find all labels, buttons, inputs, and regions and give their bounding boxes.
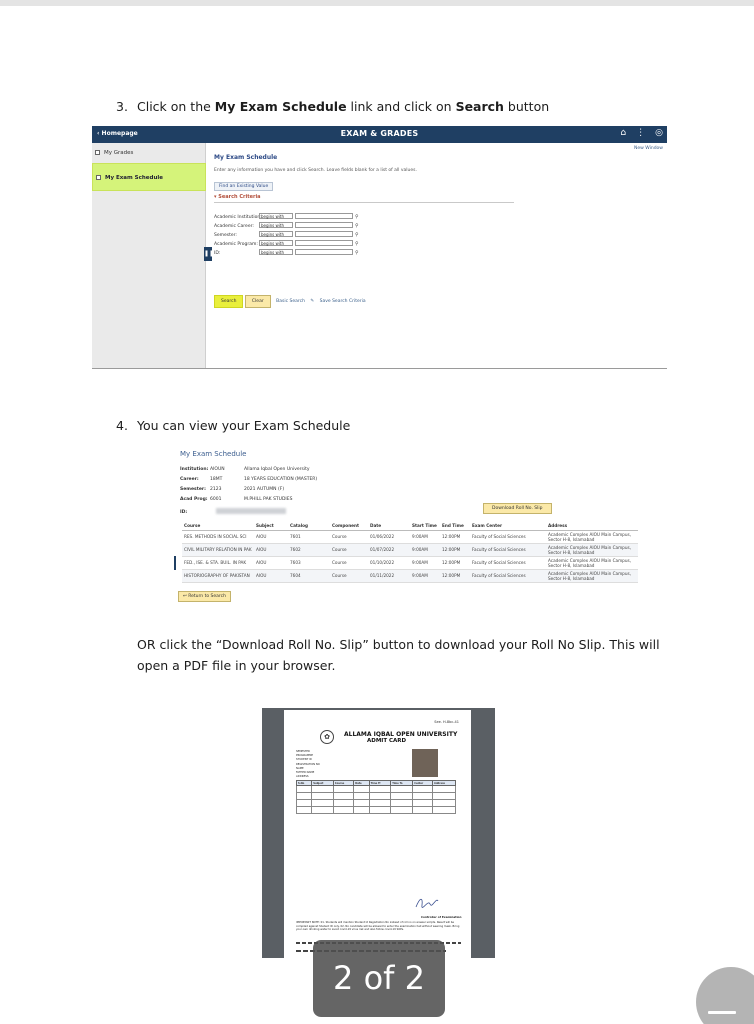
cell-catalog: 7602 bbox=[288, 543, 330, 556]
cell-start-time: 9:00AM bbox=[410, 530, 440, 543]
top-strip bbox=[0, 0, 754, 6]
exam-grades-screenshot bbox=[92, 126, 667, 369]
info-code: AIOUN bbox=[210, 467, 225, 472]
cell-date: 01/07/2022 bbox=[368, 543, 410, 556]
column-header: S.No bbox=[297, 781, 312, 786]
criteria-label: Academic Program: bbox=[214, 241, 258, 247]
step-number: 3. bbox=[116, 99, 128, 114]
admit-card-page bbox=[284, 710, 471, 958]
return-label: Return to Search bbox=[188, 594, 226, 599]
cell-subject: AIOU bbox=[254, 556, 288, 569]
cell-address: Academic Complex AIOU Main Campus, Sector H-8, Islamabad bbox=[546, 543, 638, 556]
info-acad-prog bbox=[180, 497, 292, 502]
page-icon bbox=[96, 175, 101, 180]
cell-component: Course bbox=[330, 530, 368, 543]
criteria-row-career bbox=[214, 222, 359, 229]
cell-subject: AIOU bbox=[254, 530, 288, 543]
column-header: Address bbox=[546, 522, 638, 530]
cell-date: 01/06/2022 bbox=[368, 530, 410, 543]
search-buttons bbox=[214, 295, 366, 308]
cell-date: 01/11/2022 bbox=[368, 569, 410, 582]
pause-icon[interactable]: ❚❚ bbox=[204, 247, 212, 261]
magnifier-icon[interactable]: ⚲ bbox=[355, 249, 359, 256]
cell-address: Academic Complex AIOU Main Campus, Sector H-8, Islamabad bbox=[546, 530, 638, 543]
admit-card-table bbox=[296, 780, 456, 814]
sidebar-item-my-grades[interactable] bbox=[92, 146, 206, 160]
search-button[interactable]: Search bbox=[214, 295, 243, 308]
info-key: Institution: bbox=[180, 467, 209, 472]
info-key: ID: bbox=[180, 509, 188, 515]
info-code: 18MT bbox=[210, 477, 223, 482]
step-text: button bbox=[503, 99, 550, 114]
criteria-label: Semester: bbox=[214, 232, 237, 238]
column-header: Course bbox=[182, 522, 254, 530]
cell-component: Course bbox=[330, 569, 368, 582]
cell-course: CIVIL MILITARY RELATION IN PAK bbox=[182, 543, 254, 556]
save-search-criteria-link[interactable]: Save Search Criteria bbox=[319, 299, 366, 304]
sidebar-item-label: My Grades bbox=[104, 150, 134, 156]
clear-button[interactable]: Clear bbox=[245, 295, 271, 308]
cell-catalog: 7604 bbox=[288, 569, 330, 582]
column-header: Catalog bbox=[288, 522, 330, 530]
sidebar bbox=[92, 143, 206, 369]
homepage-link[interactable]: ‹ Homepage bbox=[97, 130, 138, 137]
criteria-input[interactable] bbox=[295, 240, 353, 246]
save-icon[interactable]: ✎ bbox=[310, 299, 315, 304]
cell-course: RES. METHODS IN SOCIAL SCI bbox=[182, 530, 254, 543]
criteria-label: Academic Career: bbox=[214, 223, 254, 229]
signature bbox=[414, 895, 440, 911]
exam-schedule-table bbox=[182, 522, 638, 583]
info-key: Acad Prog: bbox=[180, 497, 208, 502]
criteria-input[interactable] bbox=[295, 231, 353, 237]
magnifier-icon[interactable]: ⚲ bbox=[355, 240, 359, 247]
cell-end-time: 12:00PM bbox=[440, 530, 470, 543]
search-description: Enter any information you have and click Search. Leave fields blank for a list of all values. bbox=[214, 168, 417, 173]
sidebar-item-label: My Exam Schedule bbox=[105, 175, 163, 181]
download-roll-no-slip-button[interactable]: Download Roll No. Slip bbox=[483, 503, 552, 514]
criteria-row-semester bbox=[214, 231, 359, 238]
return-to-search-button[interactable] bbox=[178, 591, 231, 602]
cell-subject: AIOU bbox=[254, 569, 288, 582]
compass-icon[interactable]: ◎ bbox=[655, 128, 663, 138]
operator-select[interactable]: begins with bbox=[259, 222, 293, 228]
tab-find-existing-value[interactable]: Find an Existing Value bbox=[214, 182, 273, 191]
kebab-menu-icon[interactable]: ⋮ bbox=[636, 128, 646, 138]
criteria-input[interactable] bbox=[295, 249, 353, 255]
column-header: Address bbox=[433, 781, 456, 786]
column-header: Start Time bbox=[410, 522, 440, 530]
table-row[interactable] bbox=[182, 556, 638, 569]
column-header: Time Fr bbox=[369, 781, 391, 786]
page-title: My Exam Schedule bbox=[214, 154, 278, 161]
step-text: link and click on bbox=[346, 99, 456, 114]
cell-catalog: 7601 bbox=[288, 530, 330, 543]
exam-schedule-screenshot bbox=[174, 445, 644, 605]
redacted-id bbox=[216, 508, 286, 514]
column-header: Course bbox=[333, 781, 353, 786]
info-desc: Allama Iqbal Open University bbox=[244, 467, 310, 472]
info-institution bbox=[180, 467, 310, 472]
info-desc: 2021 AUTUMN (F) bbox=[244, 487, 285, 492]
step-4-instruction bbox=[116, 418, 350, 433]
admit-card-title: ADMIT CARD bbox=[367, 738, 407, 744]
info-id bbox=[180, 508, 286, 515]
criteria-input[interactable] bbox=[295, 222, 353, 228]
basic-search-link[interactable]: Basic Search bbox=[276, 299, 305, 304]
student-photo bbox=[412, 749, 438, 777]
pdf-viewer-screenshot bbox=[262, 708, 495, 958]
criteria-input[interactable] bbox=[295, 213, 353, 219]
cell-address: Academic Complex AIOU Main Campus, Sector H-8, Islamabad bbox=[546, 569, 638, 582]
cell-course: FED., ISE. & STA. BUIL. IN PAK bbox=[182, 556, 254, 569]
info-desc: M.PHILL PAK STUDIES bbox=[244, 497, 293, 502]
field-label: PROGRAMME bbox=[296, 754, 314, 758]
cell-exam-center: Faculty of Social Sciences bbox=[470, 556, 546, 569]
search-criteria-label: Search Criteria bbox=[218, 194, 261, 200]
column-header: Subject bbox=[254, 522, 288, 530]
column-header: Component bbox=[330, 522, 368, 530]
admit-card-fields bbox=[296, 750, 320, 779]
controller-label: Controller of Examination bbox=[421, 915, 462, 919]
criteria-row-program bbox=[214, 240, 359, 247]
column-header: Subject bbox=[312, 781, 334, 786]
cell-end-time: 12:00PM bbox=[440, 556, 470, 569]
table-row[interactable] bbox=[182, 569, 638, 582]
cell-catalog: 7603 bbox=[288, 556, 330, 569]
cell-subject: AIOU bbox=[254, 543, 288, 556]
cell-start-time: 9:00AM bbox=[410, 543, 440, 556]
step-3-instruction bbox=[116, 99, 549, 114]
criteria-label: ID: bbox=[214, 250, 221, 256]
cell-exam-center: Faculty of Social Sciences bbox=[470, 530, 546, 543]
step-bold-button-name: Search bbox=[455, 99, 504, 114]
cell-end-time: 12:00PM bbox=[440, 569, 470, 582]
home-icon[interactable]: ⌂ bbox=[620, 128, 627, 138]
column-header: Time To bbox=[391, 781, 413, 786]
menu-bar-icon bbox=[708, 1011, 736, 1014]
row-selection-marker bbox=[174, 556, 176, 570]
cell-start-time: 9:00AM bbox=[410, 569, 440, 582]
info-desc: 18 YEARS EDUCATION (MASTER) bbox=[244, 477, 318, 482]
cell-component: Course bbox=[330, 556, 368, 569]
field-label: REGISTRATION NO bbox=[296, 762, 320, 766]
field-label: FATHER NAME bbox=[296, 771, 315, 775]
page-indicator: 2 of 2 bbox=[313, 940, 445, 1017]
info-key: Semester: bbox=[180, 487, 206, 492]
criteria-row-institution bbox=[214, 213, 359, 220]
field-label: NAME bbox=[296, 766, 304, 770]
cell-course: HISTORIOGRAPHY OF PAKISTAN bbox=[182, 569, 254, 582]
info-code: 2123 bbox=[210, 487, 222, 492]
header-title: EXAM & GRADES bbox=[340, 129, 419, 138]
column-header: Exam Center bbox=[470, 522, 546, 530]
cell-component: Course bbox=[330, 543, 368, 556]
step-text: You can view your Exam Schedule bbox=[137, 418, 351, 433]
cell-exam-center: Faculty of Social Sciences bbox=[470, 569, 546, 582]
info-key: Career: bbox=[180, 477, 199, 482]
table-header-row bbox=[182, 522, 638, 530]
column-header: Center bbox=[413, 781, 433, 786]
operator-select[interactable]: begins with bbox=[259, 213, 293, 219]
cell-end-time: 12:00PM bbox=[440, 543, 470, 556]
info-code: 6001 bbox=[210, 497, 222, 502]
magnifier-icon[interactable]: ⚲ bbox=[355, 213, 359, 220]
exam-grades-header bbox=[92, 126, 667, 143]
column-header: End Time bbox=[440, 522, 470, 530]
header-icons bbox=[610, 128, 663, 138]
return-icon: ↩ bbox=[183, 594, 187, 599]
column-header: Date bbox=[368, 522, 410, 530]
step-bold-link-name: My Exam Schedule bbox=[214, 99, 347, 114]
operator-select[interactable]: begins with bbox=[259, 240, 293, 246]
university-name: ALLAMA IQBAL OPEN UNIVERSITY bbox=[344, 731, 458, 738]
cell-address: Academic Complex AIOU Main Campus, Sector H-8, Islamabad bbox=[546, 556, 638, 569]
new-window-link[interactable]: New Window bbox=[634, 146, 663, 151]
sidebar-item-my-exam-schedule[interactable] bbox=[92, 163, 206, 191]
step-text: Click on the bbox=[137, 99, 215, 114]
column-header: Date bbox=[354, 781, 369, 786]
step-number: 4. bbox=[116, 418, 128, 433]
field-label: SEMESTER bbox=[296, 750, 310, 753]
table-row bbox=[297, 807, 456, 814]
table-row bbox=[297, 793, 456, 800]
info-semester bbox=[180, 487, 284, 492]
page-icon bbox=[95, 150, 100, 155]
table-row[interactable] bbox=[182, 530, 638, 543]
table-row bbox=[297, 786, 456, 793]
operator-select[interactable]: begins with bbox=[259, 249, 293, 255]
operator-select[interactable]: begins with bbox=[259, 231, 293, 237]
cell-start-time: 9:00AM bbox=[410, 556, 440, 569]
info-career bbox=[180, 477, 317, 482]
table-row bbox=[297, 800, 456, 807]
cell-date: 01/10/2022 bbox=[368, 556, 410, 569]
cell-exam-center: Faculty of Social Sciences bbox=[470, 543, 546, 556]
field-label: ADDRESS bbox=[296, 775, 309, 779]
table-row[interactable] bbox=[182, 543, 638, 556]
criteria-row-id bbox=[214, 249, 359, 256]
floating-menu-button[interactable] bbox=[696, 967, 754, 1024]
schedule-title: My Exam Schedule bbox=[180, 450, 247, 458]
magnifier-icon[interactable]: ⚲ bbox=[355, 222, 359, 229]
field-label: STUDENT ID bbox=[296, 758, 312, 762]
download-instruction: OR click the “Download Roll No. Slip” button to download your Roll No Slip. This will open a PDF file in your browser. bbox=[137, 637, 660, 673]
criteria-label: Academic Institution: bbox=[214, 214, 262, 220]
search-criteria-header[interactable]: ▾ Search Criteria bbox=[214, 194, 514, 203]
university-logo-icon: ✿ bbox=[320, 730, 334, 744]
important-note: IMPORTANT NOTE: 01. Students will mention Student Id Registration No instead of roll no on answer scripts. Result will be compiled against Student ID only. 02. No candidate will be allowed to enter the examination hall without wearing mask. Bring your own drinking water to avoid covid-19 virus risk and also follow covid-19 SOPs. bbox=[296, 921, 460, 932]
admit-card-ref: See. H-8bc-41 bbox=[434, 720, 459, 724]
magnifier-icon[interactable]: ⚲ bbox=[355, 231, 359, 238]
